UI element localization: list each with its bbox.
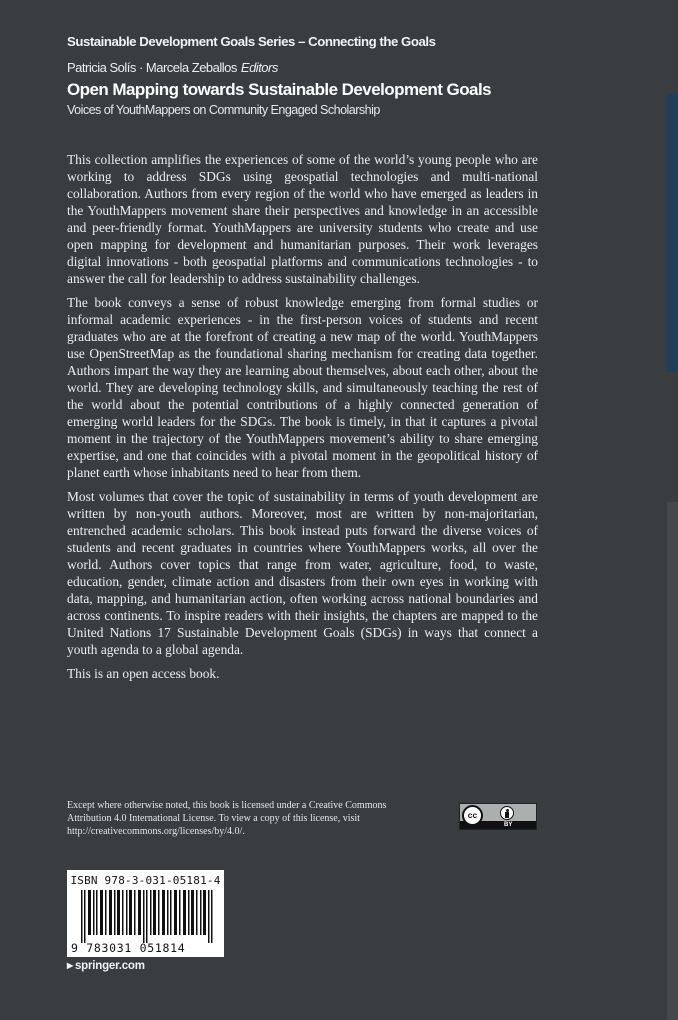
badge-by-label: BY [504,822,513,828]
triangle-right-icon: ▶ [67,961,73,970]
book-subtitle: Voices of YouthMappers on Community Engaged Scholarship [67,103,380,117]
creative-commons-icon: cc [462,805,483,826]
isbn-label: ISBN 978-3-031-05181-4 [70,874,221,887]
springer-link-text: springer.com [74,960,145,972]
blurb-paragraph-3: Most volumes that cover the topic of sustainability in terms of youth development are written by non-youth authors. Moreover, most are written by non-majoritarian, entrenched academic scholars. This book instead puts forward the diverse voices of students and recent graduates in countries where YouthMappers works, all over the world. Authors cover topics that range from water, agriculture, food, to waste, education, gender, climate action and disasters from their own eyes in working with data, mapping, and humanitarian action, often working across national boundaries and across continents. To inspire readers with their insights, the chapters are mapped to the United Nations 17 Sustainable Development Goals (SDGs) in ways that connect a youth agenda to a global agenda. [67,489,538,657]
blurb [67,151,538,689]
series-title: Sustainable Development Goals Series – Connecting the Goals [67,34,436,49]
springer-link[interactable] [67,960,145,972]
blurb-paragraph-2: The book conveys a sense of robust knowledge emerging from formal studies or informal academic experiences - in the first-person voices of students and recent graduates who are at the forefront of creating a new map of the world. YouthMappers use OpenStreetMap as the foundational sharing mechanism for creating data together. Authors impart the way they are learning about themselves, about each other, about the world. They are developing technology skills, and simultaneously teaching the rest of the world about the potential contributions of a highly connected generation of emerging world leaders for the SDGs. The book is timely, in that it captures a pivotal moment in the trajectory of the YouthMappers movement’s ability to share emerging expertise, and one that coincides with a pivotal moment in the geopolitical history of planet earth whose inhabitants need to hear from them. [67,295,538,480]
attribution-person-icon [500,806,514,820]
spine-accent-strip [667,94,678,372]
blurb-paragraph-1: This collection amplifies the experiences of some of the world’s young people who are working to address SDGs using geospatial technologies and multi-national collaboration. Authors from every region of the world who have emerged as leaders in the YouthMappers movement share their perspectives and knowledge in an accessible and peer-friendly format. YouthMappers are university students who create and use open mapping for development and humanitarian purposes. Their work leverages digital innovations - both geospatial platforms and communications technologies - to answer the call for leadership to address sustainability challenges. [67,152,538,286]
barcode-digits: 9 783031 051814 [71,941,186,955]
editors-role: Editors [240,60,278,75]
spine-edge-strip [667,502,678,1020]
license-notice: Except where otherwise noted, this book is licensed under a Creative Commons Attribution 4.0 International License. To view a copy of this license, visit http://creativecommons.org/licenses/by/4.0/. [67,800,387,838]
cc-by-icon [459,803,537,830]
editors-names: Patricia Solís · Marcela Zeballos [67,60,237,75]
barcode-icon [77,890,217,943]
isbn-barcode-box [67,870,224,957]
book-title: Open Mapping towards Sustainable Development Goals [67,80,492,99]
editors-line [67,60,278,75]
blurb-paragraph-4: This is an open access book. [67,666,220,681]
